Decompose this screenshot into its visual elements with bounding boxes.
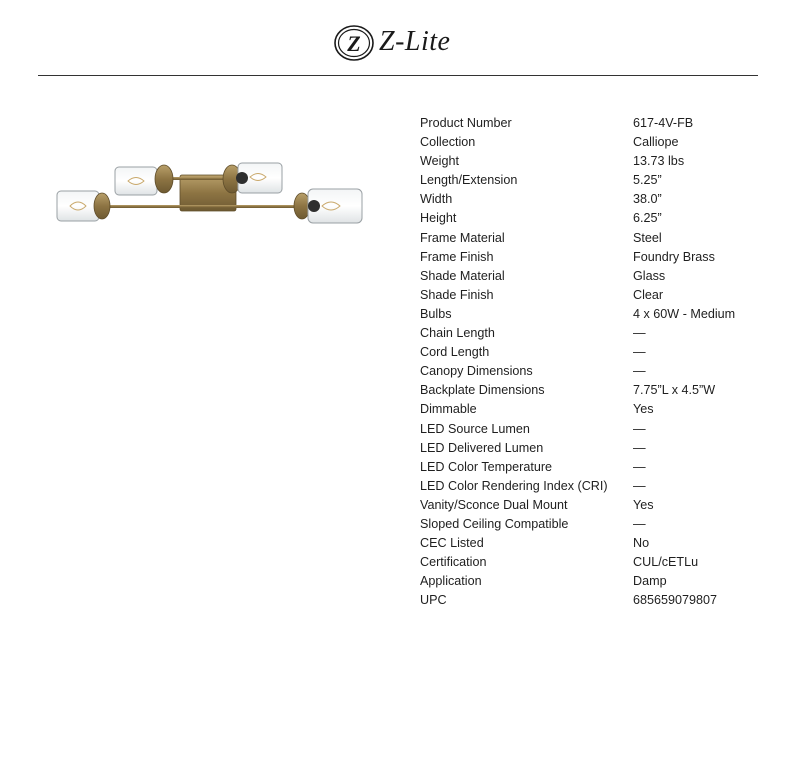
spec-value: Yes [633,497,654,512]
four-light-vanity-fixture-image [52,155,367,230]
spec-row [420,133,783,152]
spec-label: Sloped Ceiling Compatible [420,516,569,531]
spec-row [420,324,783,343]
spec-label: Bulbs [420,306,452,321]
spec-row [420,286,783,305]
spec-row [420,190,783,209]
spec-label: Dimmable [420,402,477,417]
spec-label: Width [420,192,453,207]
spec-row [420,591,783,610]
spec-value: Foundry Brass [633,249,715,264]
spec-label: LED Delivered Lumen [420,440,544,455]
spec-row [420,439,783,458]
spec-value: 617-4V-FB [633,116,694,130]
spec-row [420,420,783,439]
spec-label: Vanity/Sconce Dual Mount [420,497,568,512]
spec-value: 685659079807 [633,593,718,608]
spec-row [420,305,783,324]
spec-value: — [633,516,646,531]
spec-row [420,343,783,362]
spec-row [420,534,783,553]
spec-value: 7.75”L x 4.5”W [633,383,716,398]
spec-value: 4 x 60W - Medium [633,306,736,321]
spec-label: Weight [420,154,459,169]
spec-label: Shade Material [420,268,505,283]
spec-value: — [633,478,646,493]
spec-value: 38.0” [633,192,662,207]
spec-row [420,572,783,591]
spec-label: Product Number [420,116,512,130]
spec-value: 6.25” [633,211,662,226]
spec-label: LED Color Temperature [420,459,553,474]
spec-value: Yes [633,402,654,417]
spec-label: Frame Material [420,230,505,245]
header-divider [38,75,758,76]
spec-label: Height [420,211,457,226]
spec-value: — [633,364,646,379]
spec-value: — [633,440,646,455]
spec-value: Steel [633,230,662,245]
brand-name: Z-Lite [379,26,451,57]
spec-value: No [633,536,650,551]
spec-value: Clear [633,287,664,302]
spec-label: Frame Finish [420,249,494,264]
spec-label: Collection [420,135,476,150]
spec-label: Canopy Dimensions [420,364,533,379]
spec-label: Shade Finish [420,287,494,302]
spec-value: 5.25” [633,173,662,188]
spec-row [420,458,783,477]
spec-label: LED Color Rendering Index (CRI) [420,478,608,493]
spec-value: CUL/cETLu [633,555,699,570]
spec-value: — [633,345,646,360]
spec-row [420,362,783,381]
spec-row [420,152,783,171]
spec-value: Damp [633,574,667,589]
spec-label: LED Source Lumen [420,421,530,436]
spec-row [420,171,783,190]
logo-mark-letter: Z [347,31,361,56]
spec-value: — [633,326,646,341]
spec-row [420,496,783,515]
spec-row [420,229,783,248]
spec-row [420,209,783,228]
spec-label: Certification [420,555,487,570]
spec-row [420,477,783,496]
z-logo-mark [332,20,376,64]
spec-row [420,267,783,286]
product-specifications-table [420,114,783,610]
brand-logo [332,18,450,66]
spec-row [420,114,783,133]
spec-value: — [633,459,646,474]
spec-value: Calliope [633,135,679,150]
spec-label: Cord Length [420,345,490,360]
spec-label: Chain Length [420,326,495,341]
spec-row [420,248,783,267]
spec-label: CEC Listed [420,536,484,551]
spec-row [420,553,783,572]
spec-row [420,515,783,534]
spec-value: Glass [633,268,666,283]
spec-value: 13.73 lbs [633,154,685,169]
spec-value: — [633,421,646,436]
spec-label: Application [420,574,482,589]
spec-label: Backplate Dimensions [420,383,545,398]
spec-label: Length/Extension [420,173,518,188]
spec-label: UPC [420,593,447,608]
spec-row [420,400,783,419]
page-header [0,0,798,76]
spec-row [420,381,783,400]
